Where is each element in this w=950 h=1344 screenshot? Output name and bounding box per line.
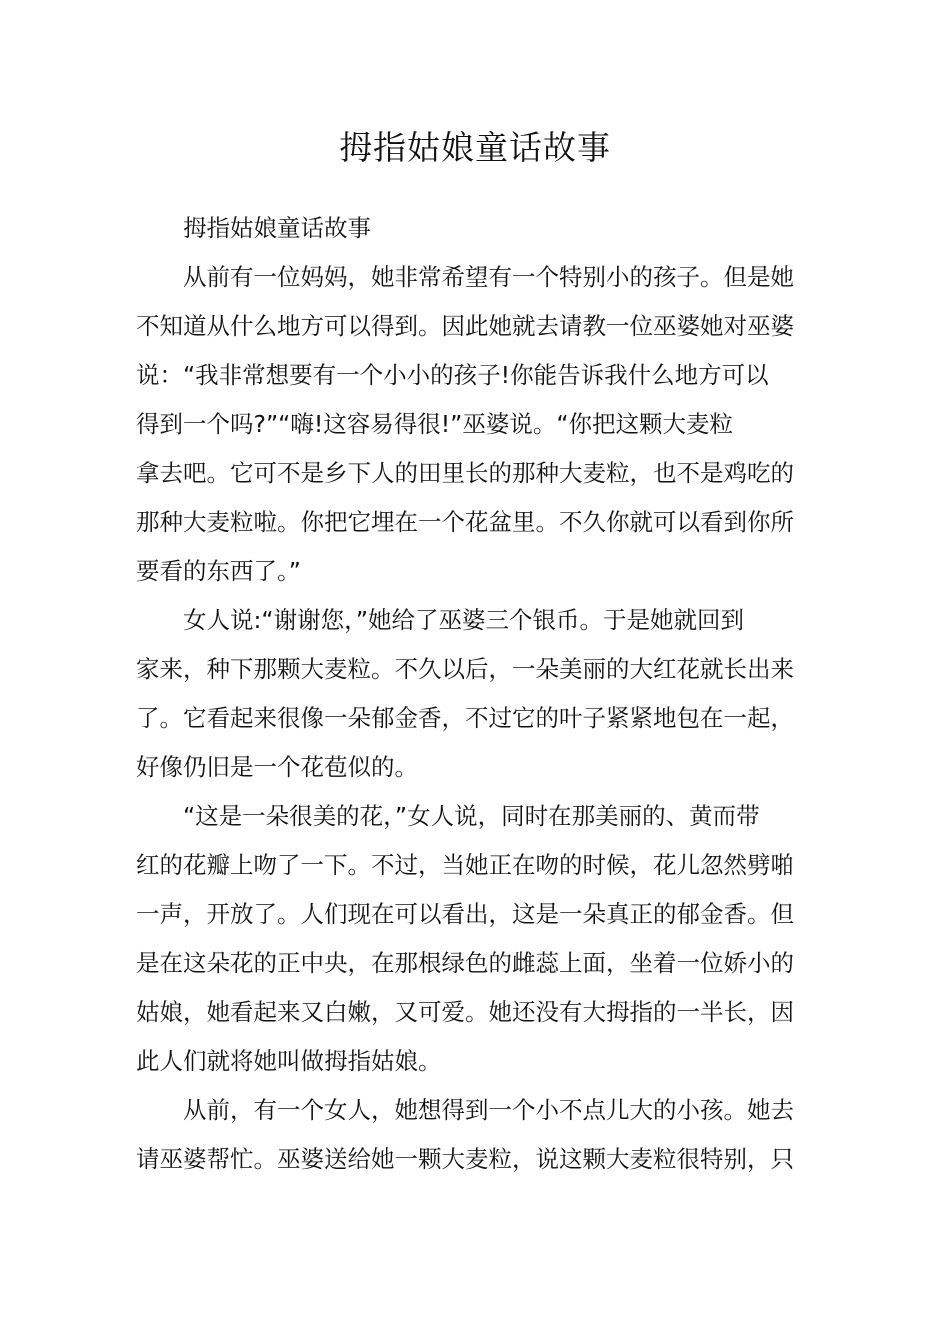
paragraph-1: 从前有一位妈妈，她非常希望有一个特别小的孩子。但是她 不知道从什么地方可以得到。因此她就去请教一位巫婆她对巫婆 说：“我非常想要有一个小小的孩子!你能告诉我什么地方可以 得到一个吗?”“嗨!这容易得很!”巫婆说。“你把这颗大麦粒 拿去吧。它可不是乡下人的田里长的那种大麦粒，也不是鸡吃的 那种大麦粒啦。你把它埋在一个花盆里。不久你就可以看到你所 要看的东西了。” [136, 263, 794, 585]
paragraph-subtitle: 拇指姑娘童话故事 [183, 214, 371, 242]
document-body [136, 204, 822, 1184]
paragraph-4: 从前，有一个女人，她想得到一个小不点儿大的小孩。她去 请巫婆帮忙。巫婆送给她一颗大麦粒，说这颗大麦粒很特别，只 [136, 1096, 794, 1173]
paragraph-3: “这是一朵很美的花，”女人说，同时在那美丽的、黄而带 红的花瓣上吻了一下。不过，当她正在吻的时候，花儿忽然劈啪 一声，开放了。人们现在可以看出，这是一朵真正的郁金香。但 是在这朵花的正中央，在那根绿色的雌蕊上面，坐着一位娇小的 姑娘，她看起来又白嫩，又可爱。她还没有大拇指的一半长，因 此人们就将她叫做拇指姑娘。 [136, 802, 794, 1075]
paragraph-2: 女人说:“谢谢您，”她给了巫婆三个银币。于是她就回到 家来，种下那颗大麦粒。不久以后，一朵美丽的大红花就长出来 了。它看起来很像一朵郁金香，不过它的叶子紧紧地包在一起， 好像仍旧是一个花苞似的。 [136, 606, 794, 781]
document-title: 拇指姑娘童话故事 [339, 128, 611, 167]
